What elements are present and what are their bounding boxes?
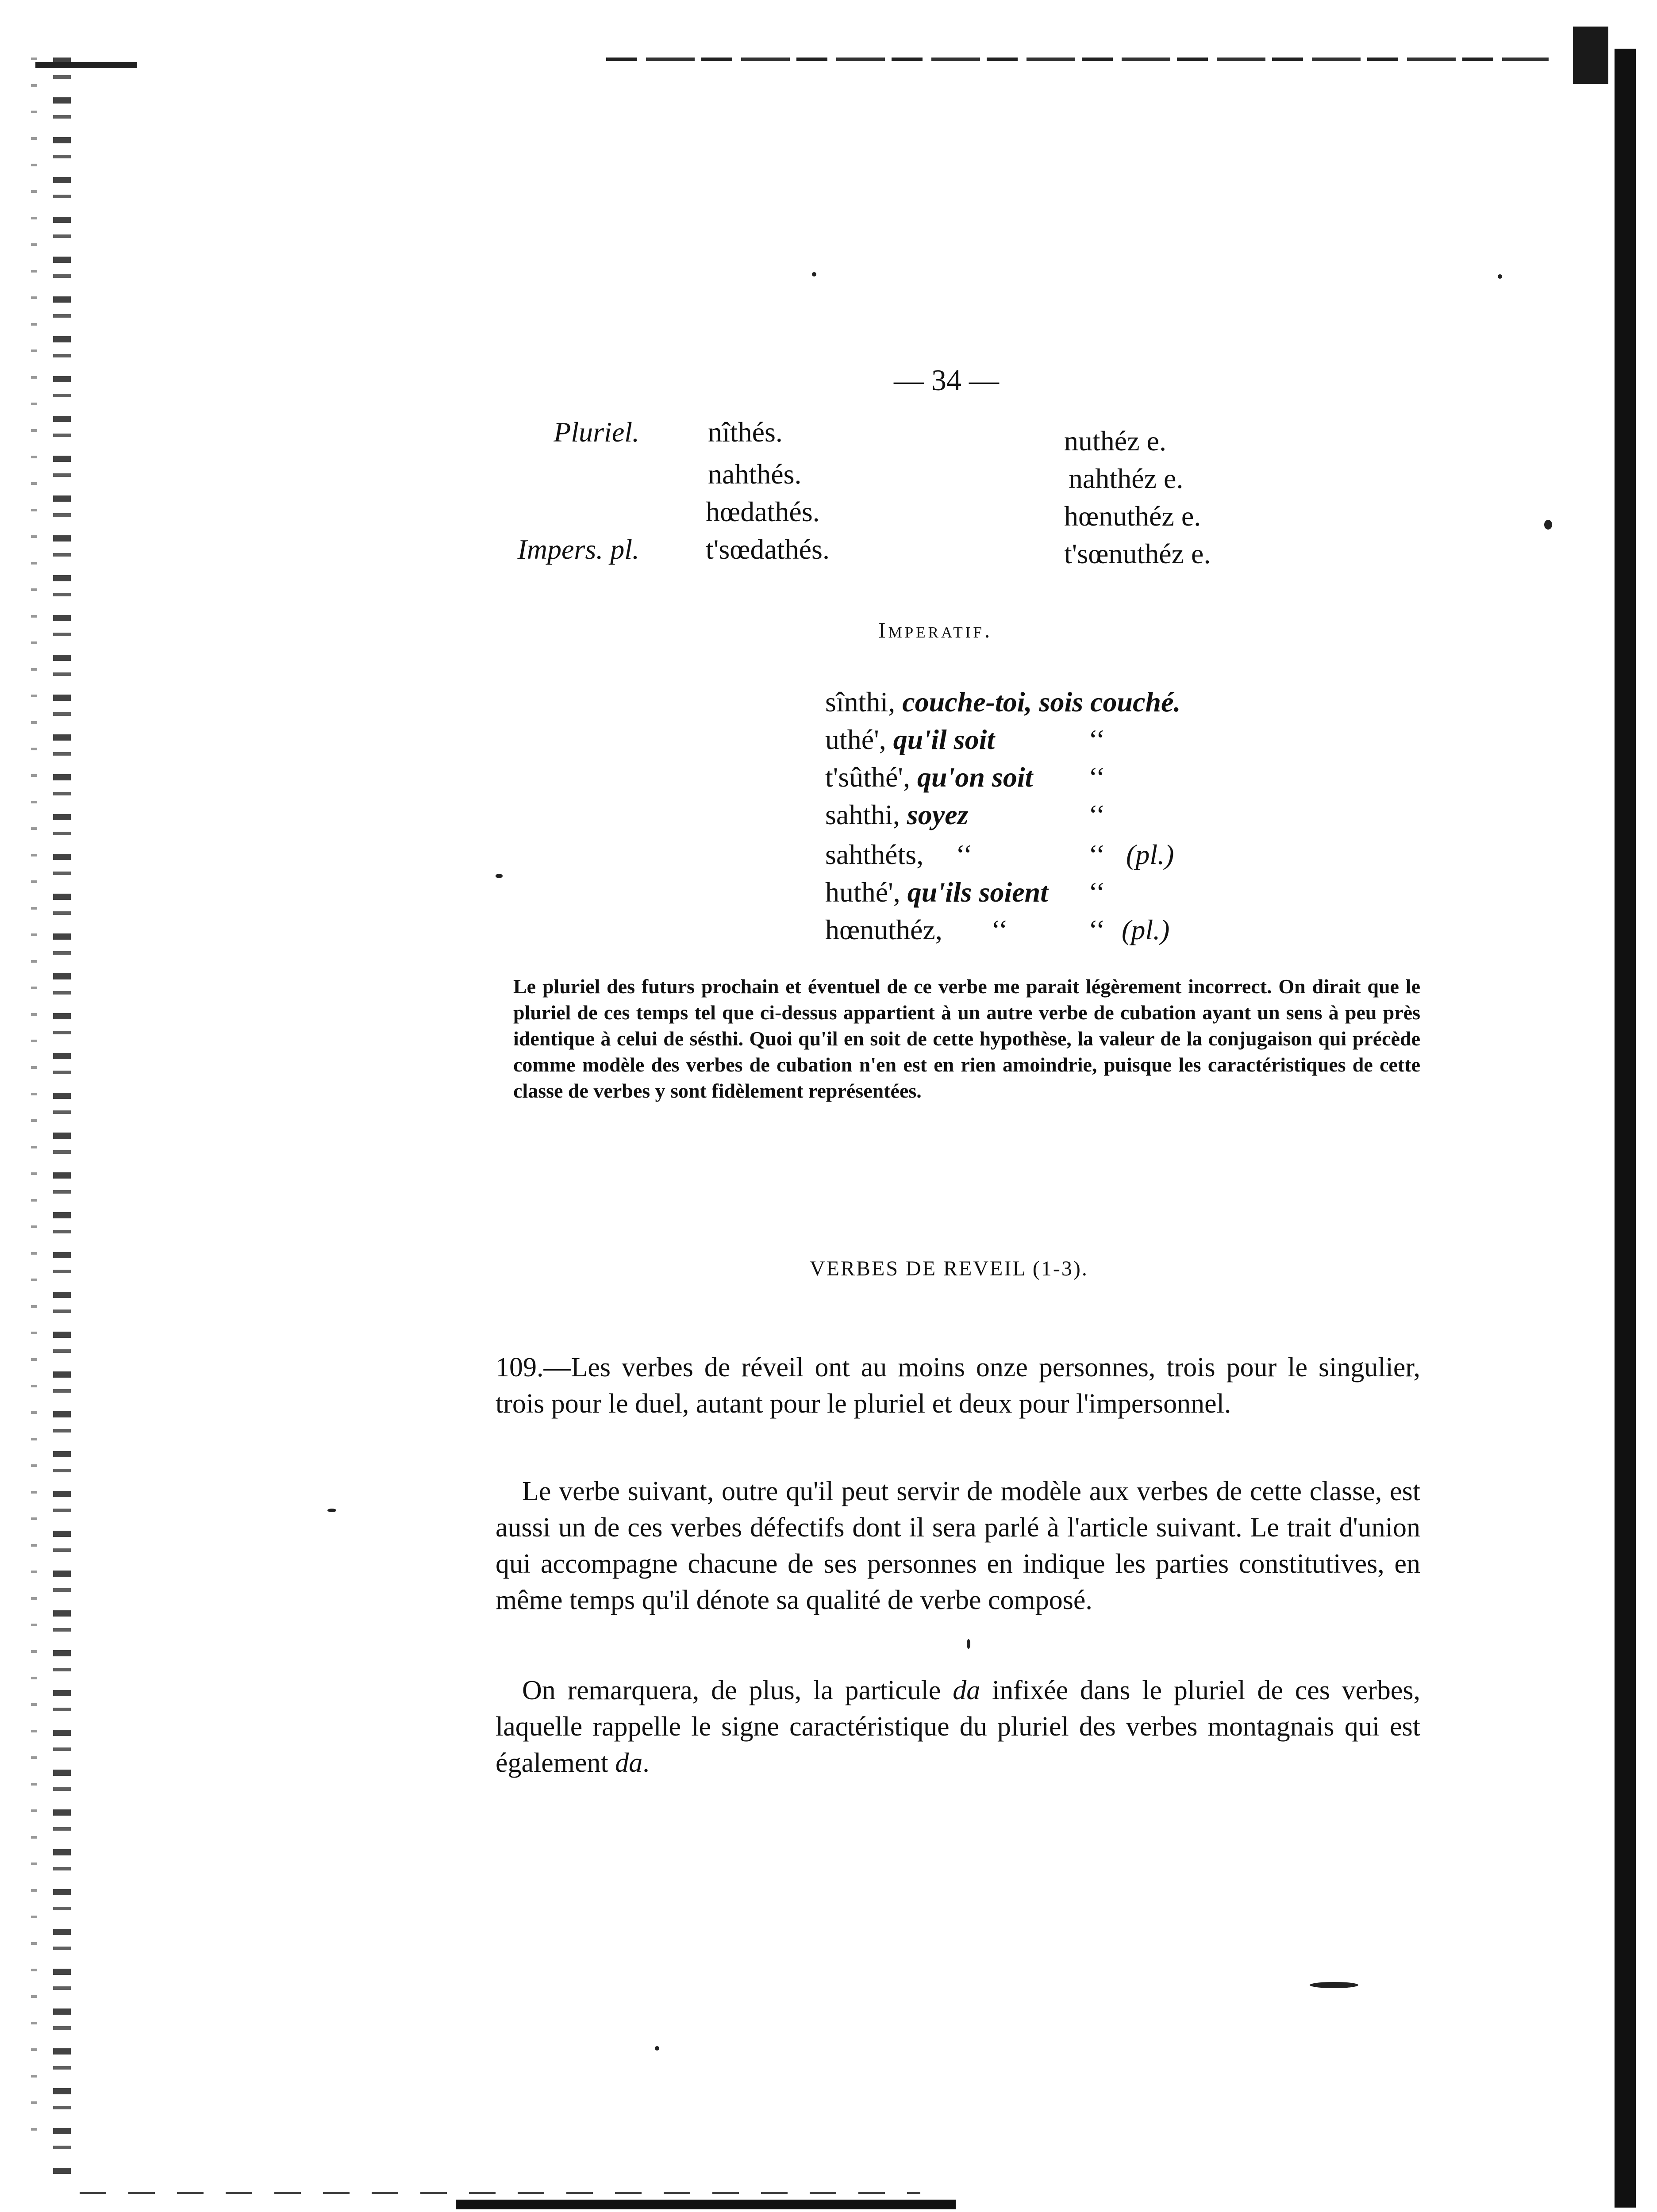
scan-corner-top-right	[1573, 27, 1608, 84]
scan-speck	[327, 1509, 336, 1512]
imperatif-line	[825, 723, 995, 756]
row-label: Impers. pl.	[517, 534, 639, 565]
scan-speck	[967, 1639, 970, 1649]
footnote: Le pluriel des futurs prochain et éventuel de ce verbe me parait légèrement incorrect. On dirait que le pluriel de ces temps tel que ci-dessus appartient à un autre verbe de cubation ayant un sens à peu près identique à celui de sésthi. Quoi qu'il en soit de cette hypothèse, la valeur de la conjugaison qui précède comme modèle des verbes de cubation n'en est en rien amoindrie, puisque les caractéristiques de cette classe de verbes y sont fidèlement représentées.	[513, 975, 1420, 1102]
imperatif-gloss: soyez	[907, 799, 969, 830]
ditto-mark: ‘‘	[1088, 724, 1105, 755]
scan-speck	[1310, 1982, 1358, 1988]
scan-speck	[655, 2046, 659, 2051]
paragraph-model-verb: Le verbe suivant, outre qu'il peut servir de modèle aux verbes de cette classe, est aussi un de ces verbes défectifs dont il sera parlé à l'article suivant. Le trait d'union qui accompagne chacune de ses personnes en indique les parties constitutives, en même temps qu'il dénote sa qualité de verbe composé.	[496, 1476, 1420, 1615]
ditto-mark: ‘‘	[956, 839, 973, 870]
section-heading: VERBES DE REVEIL (1-3).	[810, 1257, 1088, 1280]
row-form-alt: hœnuthéz e.	[1064, 500, 1201, 532]
scan-speck	[1498, 274, 1502, 279]
imperatif-gloss: couche-toi, sois couché.	[902, 686, 1181, 718]
row-form-alt: t'sœnuthéz e.	[1064, 538, 1211, 569]
row-form: t'sœdathés.	[706, 534, 830, 565]
page-number: — 34 —	[894, 363, 999, 397]
scan-top-rule	[606, 58, 1549, 61]
imperatif-line	[825, 914, 942, 946]
particle-da: da	[953, 1675, 980, 1705]
imperatif-word: huthé',	[825, 876, 900, 908]
paragraph-109: 109.—Les verbes de réveil ont au moins onze personnes, trois pour le singulier, trois pour le duel, autant pour le pluriel et deux pour l'impersonnel.	[496, 1352, 1420, 1419]
scan-speck	[1544, 520, 1552, 530]
ditto-mark: ‘‘	[1088, 876, 1105, 908]
scan-speck	[496, 874, 503, 878]
row-form: nîthés.	[708, 416, 783, 448]
scan-edge-left	[53, 58, 71, 2181]
imperatif-word: uthé',	[825, 724, 886, 755]
imperatif-word: t'sûthé',	[825, 761, 910, 793]
row-form-alt: nuthéz e.	[1064, 425, 1166, 457]
ditto-mark: ‘‘	[991, 914, 1008, 945]
row-form: hœdathés.	[706, 496, 820, 527]
imperatif-word: sahthi,	[825, 799, 900, 830]
plural-marker: (pl.)	[1122, 914, 1170, 945]
scan-speck	[812, 272, 816, 276]
imperatif-line	[825, 761, 1033, 794]
scan-bottom-rule-faint	[80, 2192, 920, 2194]
imperatif-word: hœnuthéz,	[825, 914, 942, 945]
ditto-mark: ‘‘	[1088, 799, 1105, 830]
imperatif-gloss: qu'ils soient	[907, 876, 1049, 908]
ditto-mark: ‘‘	[1088, 839, 1105, 870]
particle-da: da	[615, 1748, 643, 1778]
imperatif-line	[825, 686, 1181, 718]
row-label: Pluriel.	[554, 416, 639, 448]
imperatif-line	[825, 799, 969, 831]
scan-edge-right	[1615, 49, 1636, 2208]
imperatif-gloss: qu'il soit	[893, 724, 995, 755]
ditto-mark: ‘‘	[1088, 761, 1105, 793]
row-form-alt: nahthéz e.	[1069, 463, 1184, 494]
row-form: nahthés.	[708, 458, 802, 490]
imperatif-heading: Imperatif.	[878, 618, 993, 642]
paragraph-particle: On remarquera, de plus, la particule da infixée dans le pluriel de ces verbes, laquelle rappelle le signe caractéristique du pluriel des verbes montagnais qui est également da.	[496, 1675, 1420, 1778]
imperatif-line	[825, 876, 1048, 909]
plural-marker: (pl.)	[1126, 839, 1174, 870]
imperatif-word: sînthi,	[825, 686, 896, 718]
imperatif-line	[825, 838, 923, 871]
ditto-mark: ‘‘	[1088, 914, 1105, 945]
imperatif-word: sahthéts,	[825, 839, 924, 870]
scan-corner-top-left	[35, 62, 137, 68]
imperatif-gloss: qu'on soit	[917, 761, 1033, 793]
scan-edge-left-faint	[31, 58, 37, 2137]
scan-bottom-rule	[456, 2200, 956, 2209]
